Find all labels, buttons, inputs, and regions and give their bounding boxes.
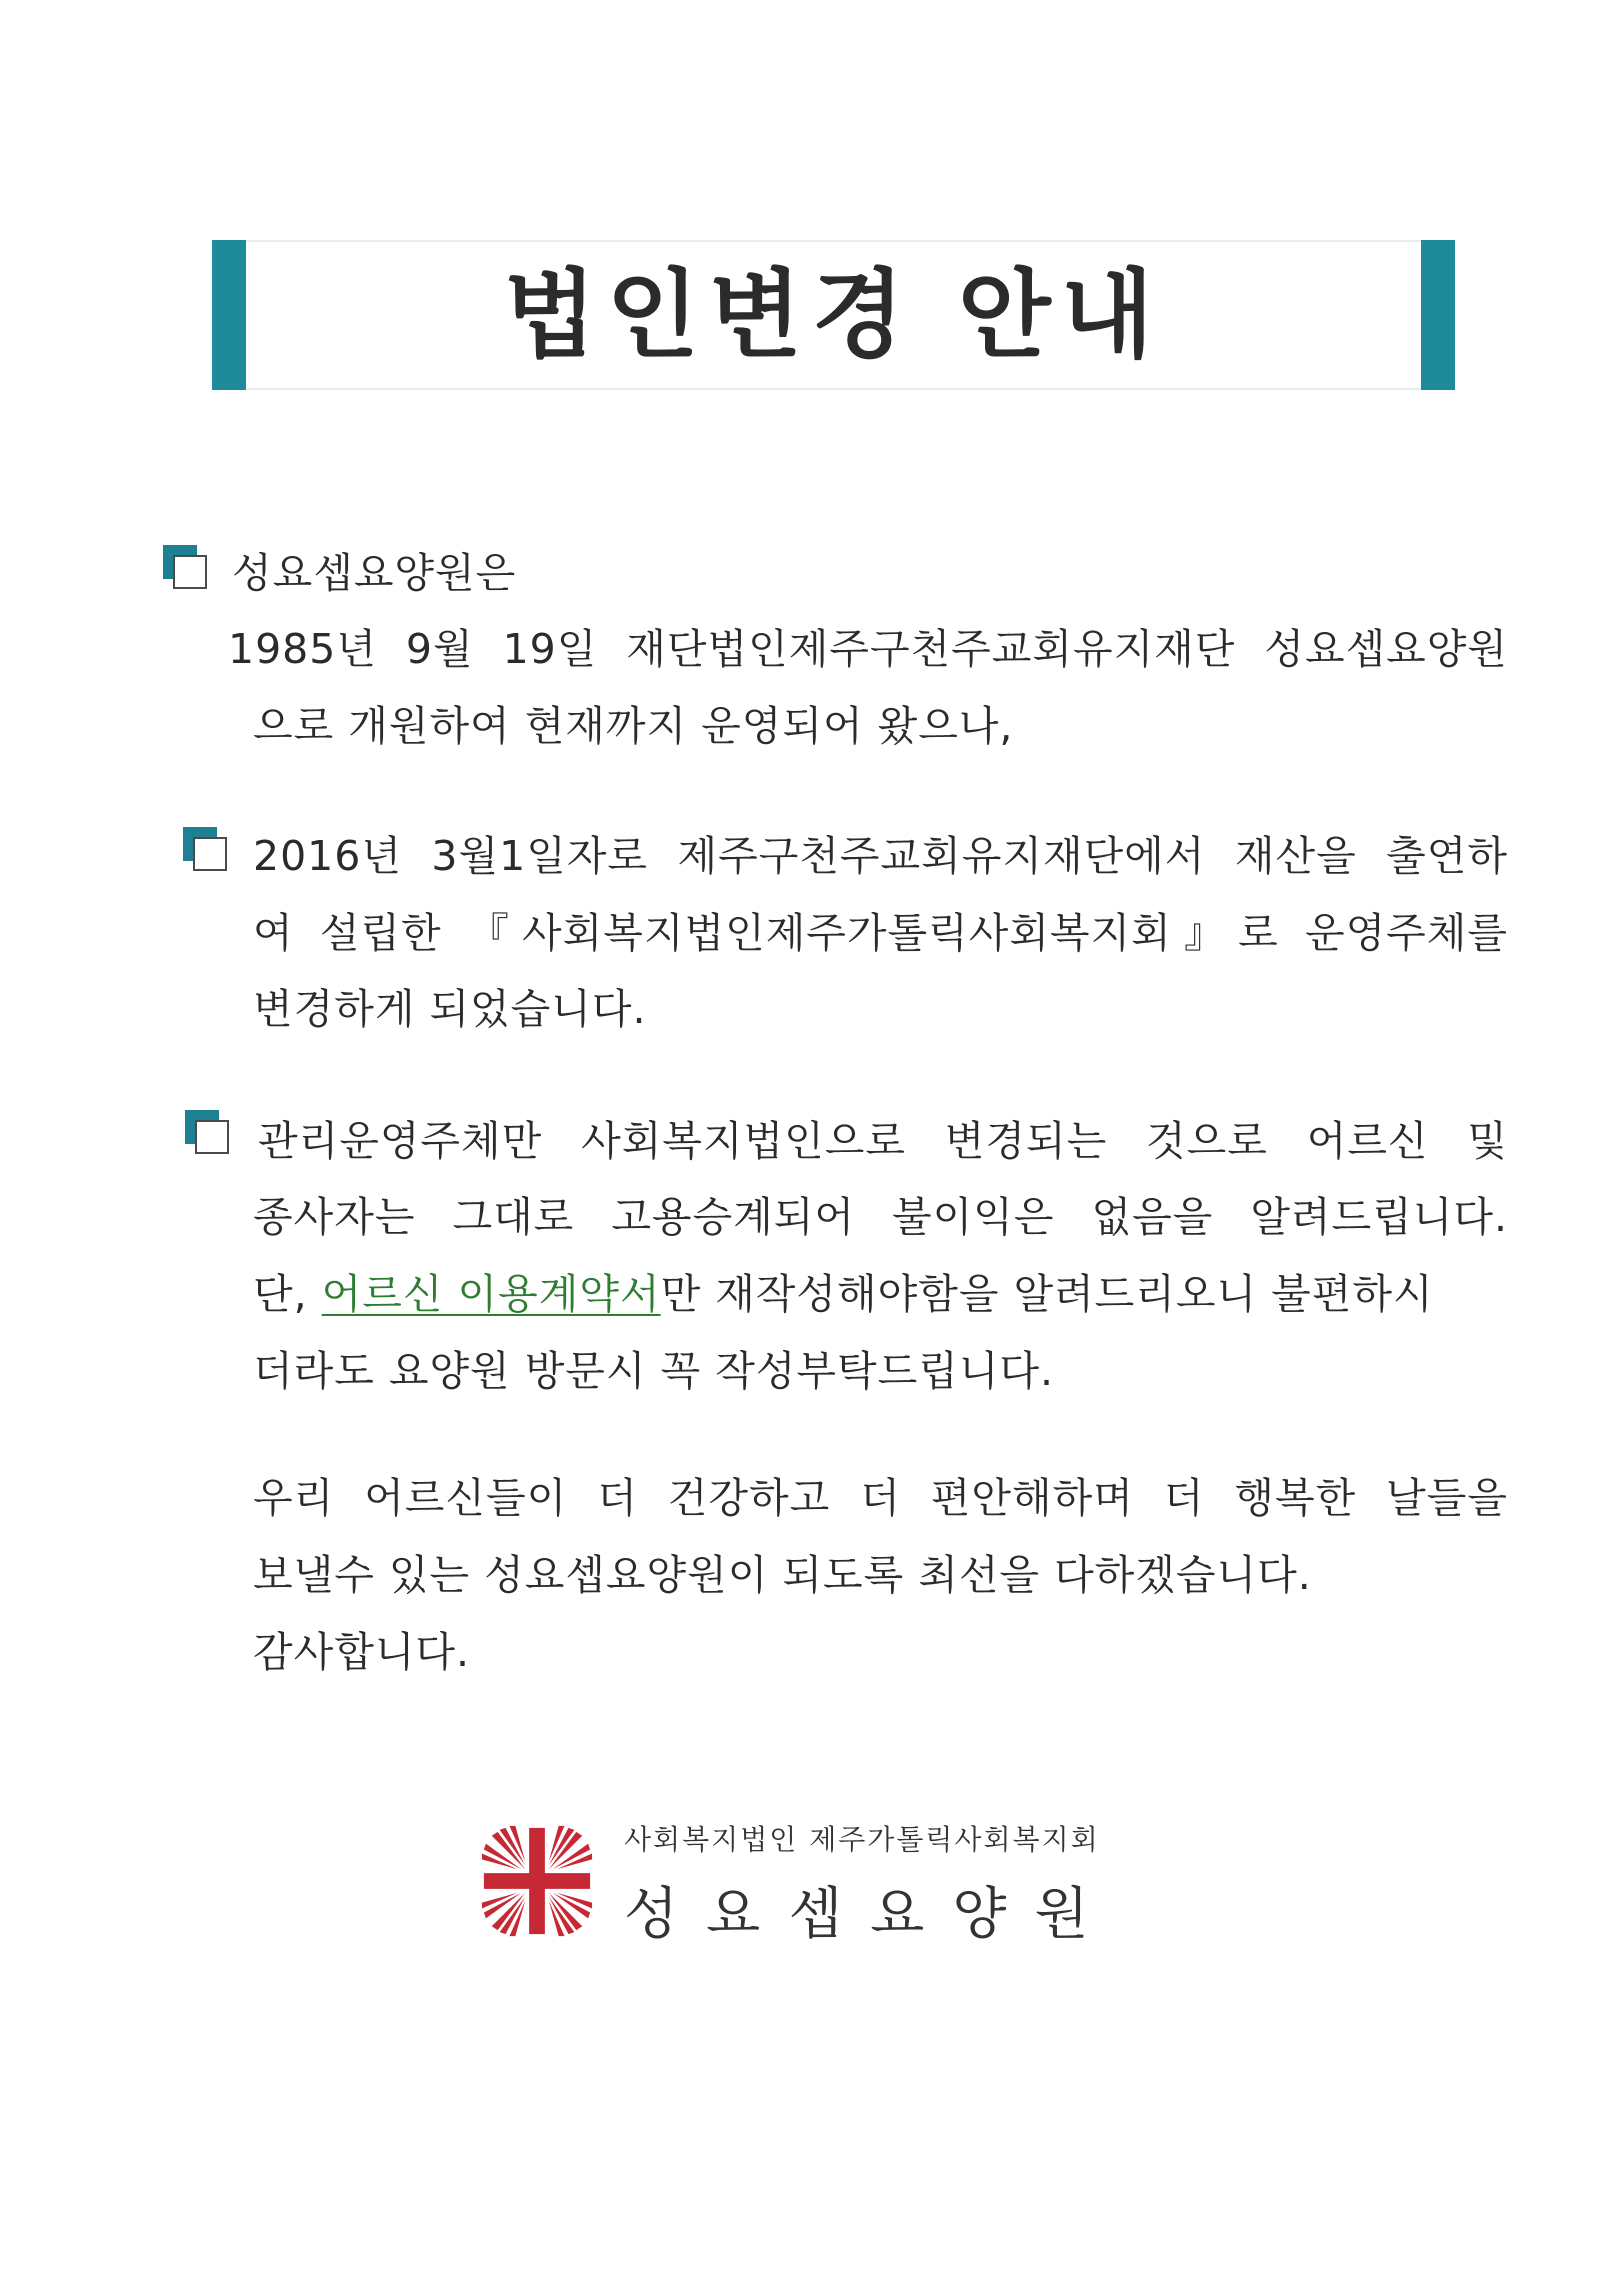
title-bar-left bbox=[212, 240, 246, 390]
section-3-line-3-suffix: 만 재작성해야함을 알려드리오니 불편하시 bbox=[660, 1270, 1434, 1318]
section-3-line-3 bbox=[253, 1261, 1508, 1320]
closing-line-3: 감사합니다. bbox=[253, 1628, 471, 1676]
organization-seal bbox=[478, 1818, 1138, 1948]
usage-contract-link[interactable]: 어르신 이용계약서 bbox=[321, 1270, 661, 1318]
checkbox-bullet-icon bbox=[185, 1110, 229, 1154]
caritas-cross-icon bbox=[478, 1822, 596, 1940]
closing-line-2: 보낼수 있는 성요셉요양원이 되도록 최선을 다하겠습니다. bbox=[253, 1551, 1312, 1599]
closing-line-1: 우리 어르신들이 더 건강하고 더 편안해하며 더 행복한 날들을 bbox=[253, 1474, 1508, 1522]
title-line-bottom bbox=[246, 388, 1421, 390]
section-3-line-1: 관리운영주체만 사회복지법인으로 변경되는 것으로 어르신 및 bbox=[258, 1117, 1508, 1165]
section-2-line-3: 변경하게 되었습니다. bbox=[253, 985, 647, 1033]
organization-affiliation: 사회복지법인 제주가톨릭사회복지회 bbox=[624, 1823, 1100, 1856]
organization-name: 성요셉요양원 bbox=[624, 1882, 1117, 1947]
section-1-heading: 성요셉요양원은 bbox=[232, 549, 517, 597]
title-banner bbox=[212, 240, 1455, 390]
section-2-line-2: 여 설립한 『사회복지법인제주가톨릭사회복지회』로 운영주체를 bbox=[253, 909, 1508, 957]
section-3-line-4: 더라도 요양원 방문시 꼭 작성부탁드립니다. bbox=[253, 1347, 1055, 1395]
section-2-line-1: 2016년 3월1일자로 제주구천주교회유지재단에서 재산을 출연하 bbox=[253, 832, 1508, 880]
title-bar-right bbox=[1421, 240, 1455, 390]
section-3-line-2: 종사자는 그대로 고용승계되어 불이익은 없음을 알려드립니다. bbox=[253, 1193, 1508, 1241]
checkbox-bullet-icon bbox=[163, 545, 207, 589]
section-1-line-1: 1985년 9월 19일 재단법인제주구천주교회유지재단 성요셉요양원 bbox=[228, 625, 1508, 673]
page-title: 법인변경 안내 bbox=[503, 259, 1164, 371]
section-3-line-3-prefix: 단, bbox=[253, 1270, 322, 1318]
section-1-line-2: 으로 개원하여 현재까지 운영되어 왔으나, bbox=[253, 702, 1014, 750]
checkbox-bullet-icon bbox=[183, 827, 227, 871]
